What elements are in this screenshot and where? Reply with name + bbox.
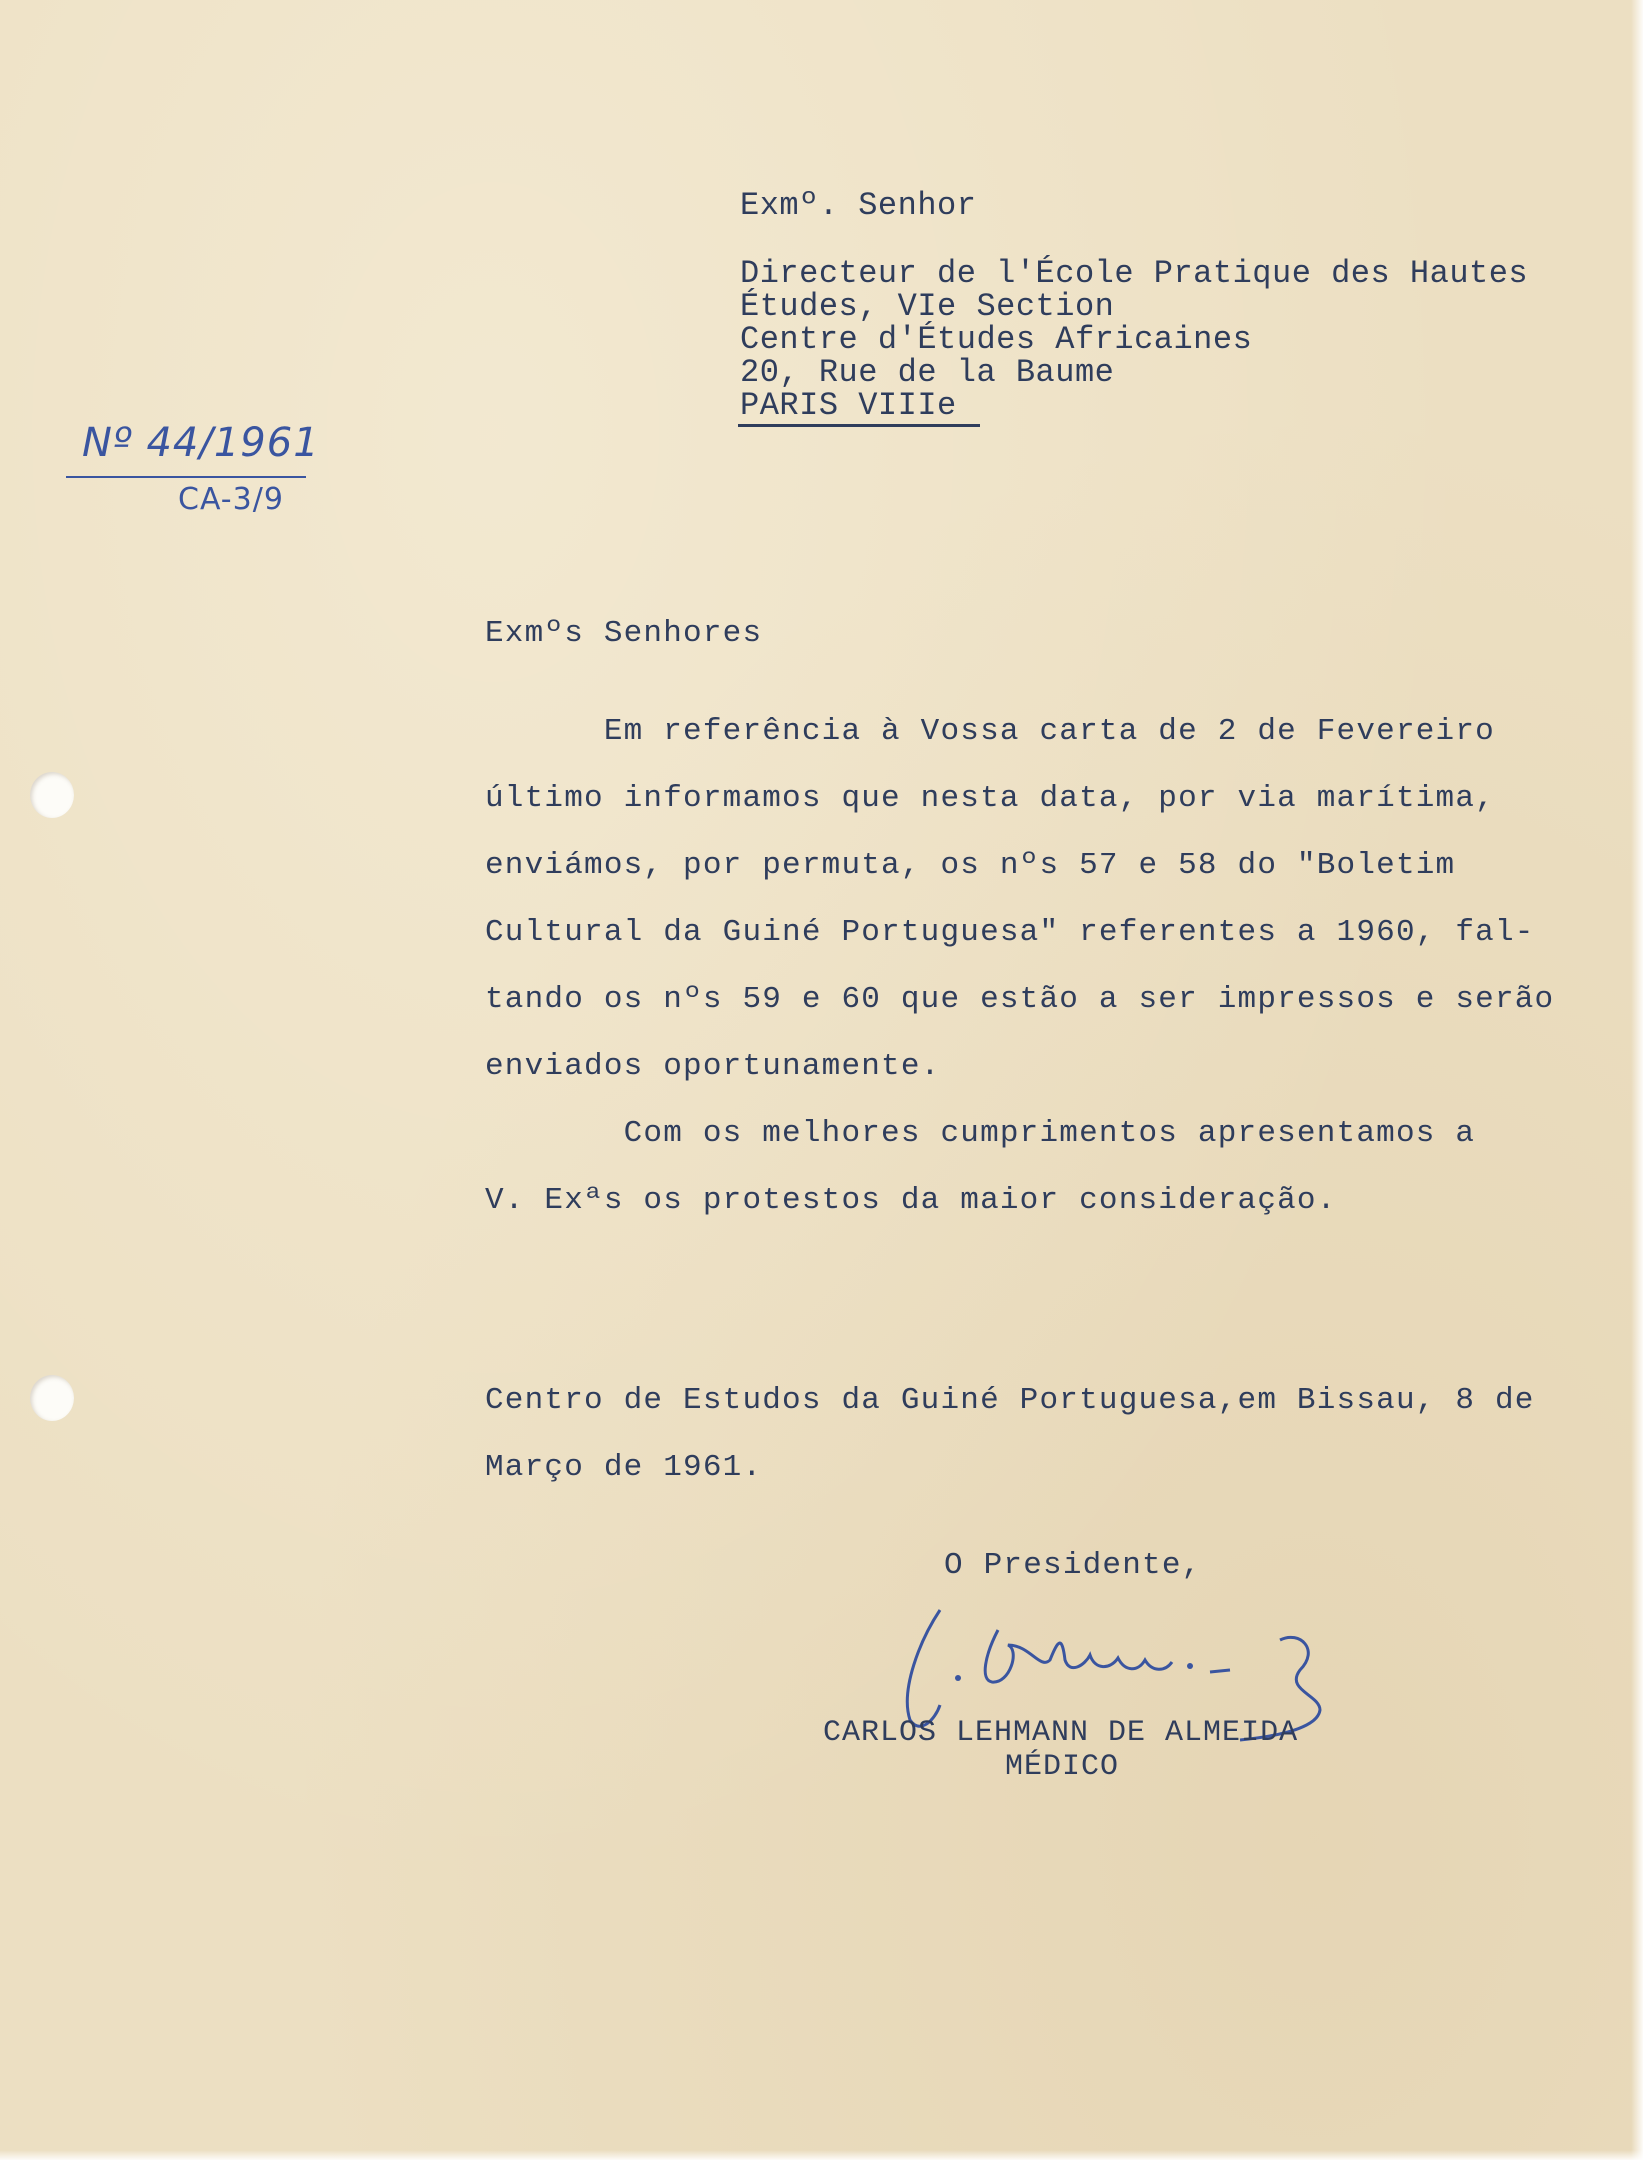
paper-edge-right (1631, 0, 1643, 2160)
reference-number: Nº 44/1961 (82, 420, 320, 466)
place-date-line-1: Centro de Estudos da Guiné Portuguesa,em Bissau, 8 de (485, 1383, 1535, 1418)
punch-hole-bottom (30, 1375, 74, 1421)
body-line-7: Com os melhores cumprimentos apresentamos a (485, 1116, 1476, 1151)
punch-hole-top (30, 772, 74, 818)
body-line-4: Cultural da Guiné Portuguesa" referentes a 1960, fal- (485, 915, 1535, 950)
recipient-salutation: Exmº. Senhor (740, 187, 977, 224)
body-line-6: enviados oportunamente. (485, 1049, 941, 1084)
signatory-name: CARLOS LEHMANN DE ALMEIDA (823, 1716, 1299, 1750)
signature-title: O Presidente, (944, 1548, 1202, 1583)
recipient-line-4: 20, Rue de la Baume (740, 354, 1115, 391)
city-underline (738, 424, 980, 427)
body-line-3: enviámos, por permuta, os nºs 57 e 58 do "Boletim (485, 848, 1456, 883)
recipient-line-3: Centre d'Études Africaines (740, 321, 1253, 358)
body-line-2: último informamos que nesta data, por via marítima, (485, 781, 1495, 816)
body-line-8: V. Exªs os protestos da maior consideração. (485, 1183, 1337, 1218)
reference-underline (66, 476, 306, 478)
salutation: Exmºs Senhores (485, 616, 763, 651)
reference-code: CA-3/9 (178, 482, 284, 517)
recipient-line-2: Études, VIe Section (740, 288, 1115, 325)
body-line-5: tando os nºs 59 e 60 que estão a ser impressos e serão (485, 982, 1555, 1017)
body-line-1: Em referência à Vossa carta de 2 de Fevereiro (485, 714, 1495, 749)
recipient-line-5-city: PARIS VIIIe (740, 387, 957, 424)
signatory-role: MÉDICO (1005, 1750, 1120, 1784)
recipient-line-1: Directeur de l'École Pratique des Hautes (740, 255, 1529, 292)
paper-edge-bottom (0, 2150, 1643, 2160)
place-date-line-2: Março de 1961. (485, 1450, 763, 1485)
